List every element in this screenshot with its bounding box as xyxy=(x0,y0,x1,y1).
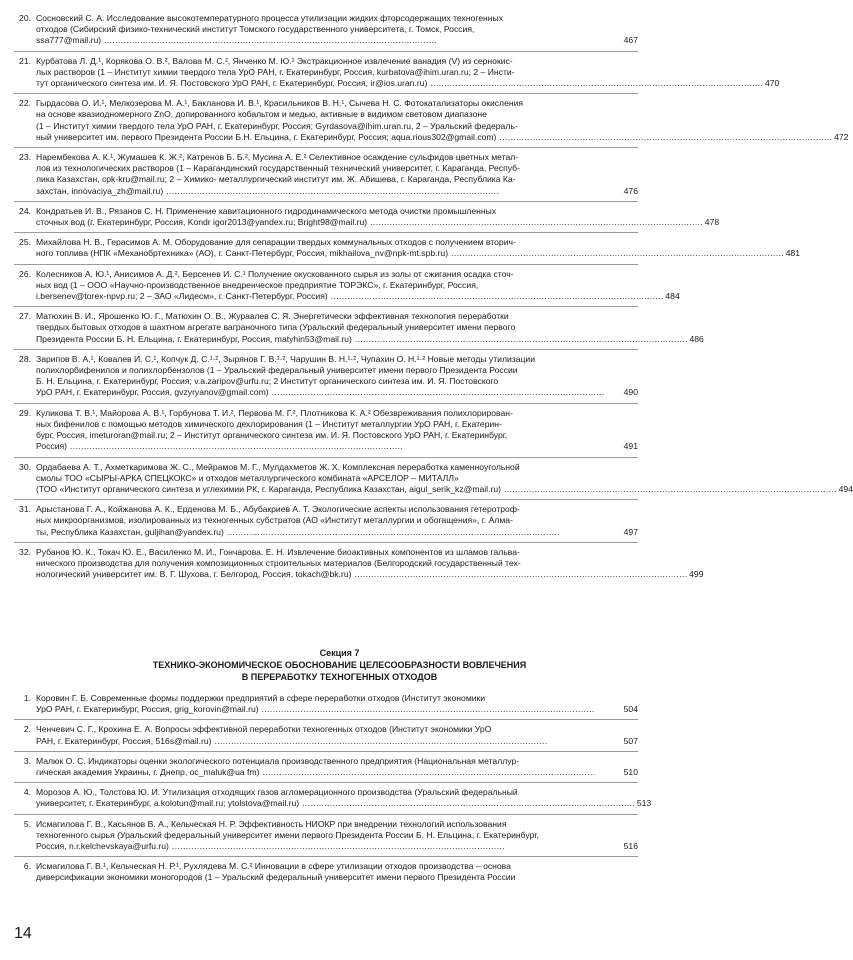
entry-line: Ченчевич С. Г., Крохина Е. А. Вопросы эффективной переработки техногенных отходов (Институт экономики УрО xyxy=(36,724,492,735)
entry-line: ты, Республика Казахстан, guljihan@yandex.ru) xyxy=(36,526,224,537)
entry-line: Коровин Г. Б. Современные формы поддержки предприятий в сфере переработки отходов (Институт экономики xyxy=(36,693,486,703)
toc-entry xyxy=(14,152,638,197)
dot-leader xyxy=(355,334,687,345)
entry-number: 31. xyxy=(19,504,31,515)
toc-entry xyxy=(14,546,704,581)
entry-line: Гырдасова О. И.¹, Мелкозерова М. А.¹, Бакланова И. В.¹, Красильников В. Н.¹, Сычева Н. С. Фотокатализаторы окисления xyxy=(36,98,524,109)
entry-line: Зарипов В. А.¹, Ковалев И. С.¹, Копчук Д. С.¹·², Зырянов Г. В.¹·², Чарушин В. Н.¹·², Чупахин О. Н.¹·² Новые методы утилизации xyxy=(36,353,536,364)
entry-divider xyxy=(14,232,638,233)
entry-line: тут органического синтеза им. И. Я. Постовского УрО РАН, г. Екатеринбург, Россия, ir@ios.uran.ru) xyxy=(36,78,428,89)
entry-line: университет, г. Екатеринбург, a.kolotun@mail.ru; ytolstova@mail.ru) xyxy=(36,798,300,809)
entry-page: 472 xyxy=(834,131,849,142)
entry-line: Исмагилова Г. В.¹, Кельческая Н. Р.¹, Рухлядева М. С.² Инновации в сфере утилизации отходов производства – основа xyxy=(36,861,511,872)
entry-page: 504 xyxy=(623,704,638,715)
entry-divider xyxy=(14,814,638,815)
entry-line: лов из технологических растворов (1 – Карагандинский государственный технический университет, г. Караганда, Респуб- xyxy=(36,163,520,174)
dot-leader xyxy=(272,387,621,398)
entry-number: 28. xyxy=(19,353,31,364)
dot-leader xyxy=(355,569,687,580)
entry-line: нологический университет им. В. Г. Шухова, г. Белгород, Россия, tokach@bk.ru) xyxy=(36,569,352,580)
entry-number: 6. xyxy=(23,861,31,872)
entry-page: 497 xyxy=(623,526,638,537)
entry-line: ных бифенилов с помощью методов химического дехлорирования (1 – Институт металлургии УрО РАН, г. Екатерин- xyxy=(36,418,502,429)
dot-leader xyxy=(262,704,621,715)
dot-leader xyxy=(504,484,836,495)
entry-line: Малюк О. С. Индикаторы оценки экологического потенциала производственного предприятия (Национальная металлур- xyxy=(36,755,520,766)
toc-entry xyxy=(14,354,638,399)
entry-page: 467 xyxy=(623,35,638,46)
entry-text xyxy=(36,787,651,809)
toc-entry xyxy=(14,408,638,453)
entry-line: i.bersenev@torex-npvp.ru; 2 – ЗАО «Лидесм», г. Санкт-Петербург, Россия) xyxy=(36,291,328,302)
section-title-line-2: В ПЕРЕРАБОТКУ ТЕХНОГЕННЫХ ОТХОДОВ xyxy=(241,672,438,682)
entry-line: ный университет им. первого Президента России Б.Н. Ельцина, г. Екатеринбург, Россия; aqua.rious302@gmail.com) xyxy=(36,131,497,142)
entry-divider xyxy=(14,856,638,857)
bottom-entry-list xyxy=(14,693,652,884)
entry-number: 30. xyxy=(19,461,31,472)
entry-line: (ТОО «Институт органического синтеза и углехимии РК, г. Караганда, Республика Казахстан, aigul_serik_kz@mail.ru) xyxy=(36,483,501,494)
dot-leader xyxy=(262,767,620,778)
dot-leader xyxy=(70,441,621,452)
entry-number: 1. xyxy=(23,693,31,703)
dot-leader xyxy=(430,78,762,89)
toc-entry xyxy=(14,268,680,303)
entry-line: смолы ТОО «СЫРЫ-АРКА СПЕЦКОКС» и отходов металлургического комбината «АРСЕЛОР – МИТАЛЛ» xyxy=(36,472,459,483)
entry-divider xyxy=(14,542,638,543)
entry-line: гическая академия Украины, г. Днепр, oc_maluk@ua fm) xyxy=(36,767,260,778)
entry-number: 4. xyxy=(23,787,31,798)
section-label: Секция 7 xyxy=(319,648,360,658)
entry-divider xyxy=(14,51,638,52)
entry-line: диверсификации экономики моногородов (1 – Уральский федеральный университет имени первого Президента России xyxy=(36,872,516,883)
toc-entry xyxy=(14,55,780,90)
toc-entry xyxy=(14,13,638,47)
entry-line: отходов (Сибирский физико-технический институт Томского государственного университета, г. Томск, Россия, xyxy=(36,24,475,35)
entry-line: Арыстанова Г. А., Койжанова А. К., Ерденова М. Б., Абубакриев А. Т. Экологические аспекты использования гетеротроф- xyxy=(36,504,520,515)
entry-number: 21. xyxy=(19,55,31,66)
entry-text xyxy=(36,56,779,90)
entry-line: бург, Россия, imeturoran@mail.ru; 2 – Институт органического синтеза им. И. Я. Постовского УрО РАН, г. Екатеринбург, xyxy=(36,430,508,441)
entry-text xyxy=(36,237,800,259)
entry-divider xyxy=(14,719,638,720)
entry-text xyxy=(36,311,704,345)
entry-page: 507 xyxy=(623,735,638,746)
entry-line: Б. Н. Ельцина, г. Екатеринбург, Россия; v.a.zaripov@urfu.ru; 2 Институт органического синтеза им. И. Я. Постовского xyxy=(36,376,499,387)
entry-divider xyxy=(14,264,638,265)
entry-page: 494 xyxy=(838,483,853,494)
entry-line: полихлорбифенилов и полихлорбензолов (1 – Уральский федеральный университет имени первого Президента России xyxy=(36,365,518,376)
entry-page: 510 xyxy=(623,767,638,778)
dot-leader xyxy=(104,35,621,46)
entry-line: Рубанов Ю. К., Токач Ю. Е., Василенко М. И., Гончарова. Е. Н. Извлечение биоактивных компонентов из шламов гальва- xyxy=(36,546,520,557)
section-heading xyxy=(0,647,679,683)
entry-line: Куликова Т. В.¹, Майорова А. В.¹, Горбунова Т. И.², Первова М. Г.², Плотникова К. А.² Обезвреживания полихлорирован- xyxy=(36,407,513,418)
toc-entry xyxy=(14,237,801,259)
entry-number: 22. xyxy=(19,98,31,109)
entry-page: 486 xyxy=(689,333,704,344)
toc-entry xyxy=(14,819,638,853)
entry-text xyxy=(36,269,680,303)
entry-divider xyxy=(14,147,638,148)
entry-line: твердых бытовых отходов в шахтном агрегате ваграночного типа (Уральский федеральный университет имени первого xyxy=(36,322,516,333)
entry-text xyxy=(36,819,638,853)
entry-page: 476 xyxy=(623,185,638,196)
page-number: 14 xyxy=(14,925,32,942)
entry-line: сточных вод (г. Екатеринбург, Россия, Kondr igor2013@yandex.ru; Bright98@mail.ru) xyxy=(36,217,368,228)
entry-line: УрО РАН, г. Екатеринбург, Россия, grig_korovin@mail.ru) xyxy=(36,704,259,715)
entry-line: Курбатова Л. Д.¹, Корякова О. В.², Валова М. С.², Янченко М. Ю.¹ Экстракционное извлечение ванадия (V) из сернокис- xyxy=(36,55,513,66)
dot-leader xyxy=(370,217,702,228)
toc-entry xyxy=(14,787,652,809)
entry-page: 490 xyxy=(623,387,638,398)
entry-text xyxy=(36,504,638,538)
entry-line: Ордабаева А. Т., Ахметкаримова Ж. С., Мейрамов М. Г., Мулдахметов Ж. Х. Комплексная переработка каменноугольной xyxy=(36,461,520,472)
entry-line: Россия, n.r.kelchevskaya@urfu.ru) xyxy=(36,841,169,852)
entry-page: 470 xyxy=(764,78,780,89)
toc-entry xyxy=(14,311,704,345)
entry-page: 513 xyxy=(636,798,652,809)
entry-line: Сосновский С. А. Исследование высокотемпературного процесса утилизации жидких фторсодержащих техногенных xyxy=(36,13,504,23)
entry-line: ного топлива (НПК «Механобртехника» (АО), г. Санкт-Петербург, Россия, mikhailova_nv@npk-mt.spb.ru) xyxy=(36,248,449,259)
entry-divider xyxy=(14,751,638,752)
toc-entry xyxy=(14,461,853,496)
entry-divider xyxy=(14,93,638,94)
entry-line: Нарембекова А. К.¹, Жумашев К. Ж.², Катренов Б. Б.², Мусина А. Е.² Селективное осаждение сульфидов цветных метал- xyxy=(36,152,519,163)
entry-line: Россия) xyxy=(36,441,68,452)
entry-line: (1 – Институт химии твердого тела УрО РАН, г. Екатеринбург, Россия; Gyrdasova@ihim.uran.ru, 2 – Уральский федераль- xyxy=(36,120,518,131)
entry-number: 20. xyxy=(19,13,31,23)
entry-line: Исмагилова Г. В., Касьянов В. А., Кельческая Н. Р. Эффективность НИОКР при внедрении технологий использования xyxy=(36,818,507,829)
entry-line: Морозов А. Ю., Толстова Ю. И. Утилизация отходящих газов агломерационного производства (Уральский федеральный xyxy=(36,787,518,798)
entry-line: нического производства для получения композиционных строительных материалов (Белгородский государственный тех- xyxy=(36,557,521,568)
entry-page: 478 xyxy=(704,217,720,228)
entry-page: 499 xyxy=(689,569,704,580)
entry-text xyxy=(36,13,638,47)
entry-divider xyxy=(14,457,638,458)
section-title-line-1: ТЕХНИКО-ЭКОНОМИЧЕСКОЕ ОБОСНОВАНИЕ ЦЕЛЕСООБРАЗНОСТИ ВОВЛЕЧЕНИЯ xyxy=(152,660,527,670)
entry-text xyxy=(36,152,638,197)
entry-number: 27. xyxy=(19,311,31,322)
dot-leader xyxy=(302,798,634,809)
entry-divider xyxy=(14,201,638,202)
entry-number: 32. xyxy=(19,546,31,557)
entry-line: ных микроорганизмов, изолированных из техногенных субстратов (АО «Институт металлургии и обогащения», г. Алма- xyxy=(36,515,513,526)
dot-leader xyxy=(227,527,621,538)
entry-page: 491 xyxy=(623,441,638,452)
entry-line: лых растворов (1 – Институт химии твердого тела УрО РАН, г. Екатеринбург, Россия, kurbatova@ihim.uran.ru; 2 – Инсти- xyxy=(36,66,515,77)
entry-divider xyxy=(14,782,638,783)
dot-leader xyxy=(172,841,621,852)
entry-line: на основе квазиодномерного ZnO, допированного кобальтом и медью, активные в видимом световом диапазоне xyxy=(36,109,487,120)
entry-divider xyxy=(14,403,638,404)
entry-number: 5. xyxy=(23,818,31,829)
entry-page: 516 xyxy=(623,841,638,852)
entry-page: 484 xyxy=(665,291,680,302)
entry-line: лика Казахстан, cpk-kru@mail.ru; 2 – Химико- металлургический институт им. Ж. Абишева, г. Караганда, Республика Ка- xyxy=(36,174,516,185)
entry-text xyxy=(36,861,638,883)
dot-leader xyxy=(499,132,831,143)
entry-number: 26. xyxy=(19,268,31,279)
top-entry-list xyxy=(14,13,853,580)
entry-line: техногенного сырья (Уральский федеральный университет имени первого Президента России Б. Н. Ельцина, г. Екатеринбург, xyxy=(36,829,539,840)
entry-line: Матюхин В. И., Ярошенко Ю. Г., Матюхин О. В., Журавлев С. Я. Энергетически эффективная технология переработки xyxy=(36,311,509,322)
entry-line: Кондратьев И. В., Рязанов С. Н. Применение кавитационного гидродинамического метода очистки промышленных xyxy=(36,205,497,216)
toc-entry xyxy=(14,504,638,538)
dot-leader xyxy=(331,291,663,302)
entry-line: УрО РАН, г. Екатеринбург, Россия, gvzyryanov@gmail.com) xyxy=(36,387,269,398)
dot-leader xyxy=(451,248,783,259)
toc-entry xyxy=(14,98,849,143)
entry-number: 3. xyxy=(23,755,31,766)
entry-text xyxy=(36,98,848,143)
entry-line: Михайлова Н. В., Герасимов А. М. Оборудование для сепарации твердых коммунальных отходов с получением вторич- xyxy=(36,237,516,248)
entry-line: ных вод (1 – ООО «Научно-производственное внедренческое предприятие ТОРЭКС», г. Екатеринбург, Россия, xyxy=(36,279,479,290)
entry-number: 24. xyxy=(19,205,31,216)
entry-number: 29. xyxy=(19,407,31,418)
entry-text xyxy=(36,206,719,228)
entry-divider xyxy=(14,499,638,500)
toc-entry xyxy=(14,693,638,715)
entry-line: Президента России Б. Н. Ельцина, г. Екатеринбург, Россия, matyhin53@mail.ru) xyxy=(36,333,352,344)
entry-divider xyxy=(14,349,638,350)
entry-text xyxy=(36,547,704,581)
entry-number: 25. xyxy=(19,237,31,248)
entry-number: 23. xyxy=(19,152,31,163)
entry-line: РАН, г. Екатеринбург, Россия, 516s@mail.ru) xyxy=(36,735,212,746)
entry-text xyxy=(36,756,638,778)
dot-leader xyxy=(166,186,620,197)
entry-line: Колесников А. Ю.¹, Анисимов А. Д.², Берсенев И. С.¹ Получение окускованного сырья из золы от сжигания осадка сточ- xyxy=(36,268,514,279)
toc-entry xyxy=(14,205,720,228)
toc-entry xyxy=(14,756,638,778)
toc-entry xyxy=(14,724,638,746)
entry-line: захстан, innovaciya_zh@mail.ru) xyxy=(36,185,164,196)
entry-page: 481 xyxy=(785,248,801,259)
dot-leader xyxy=(214,736,620,747)
entry-number: 2. xyxy=(23,724,31,735)
entry-text xyxy=(36,724,638,746)
entry-text xyxy=(36,354,638,399)
entry-divider xyxy=(14,306,638,307)
toc-entry xyxy=(14,861,638,883)
entry-line: ssa777@mail.ru) xyxy=(36,35,102,46)
entry-text xyxy=(36,693,638,715)
entry-text xyxy=(36,408,638,453)
entry-text xyxy=(36,462,853,496)
